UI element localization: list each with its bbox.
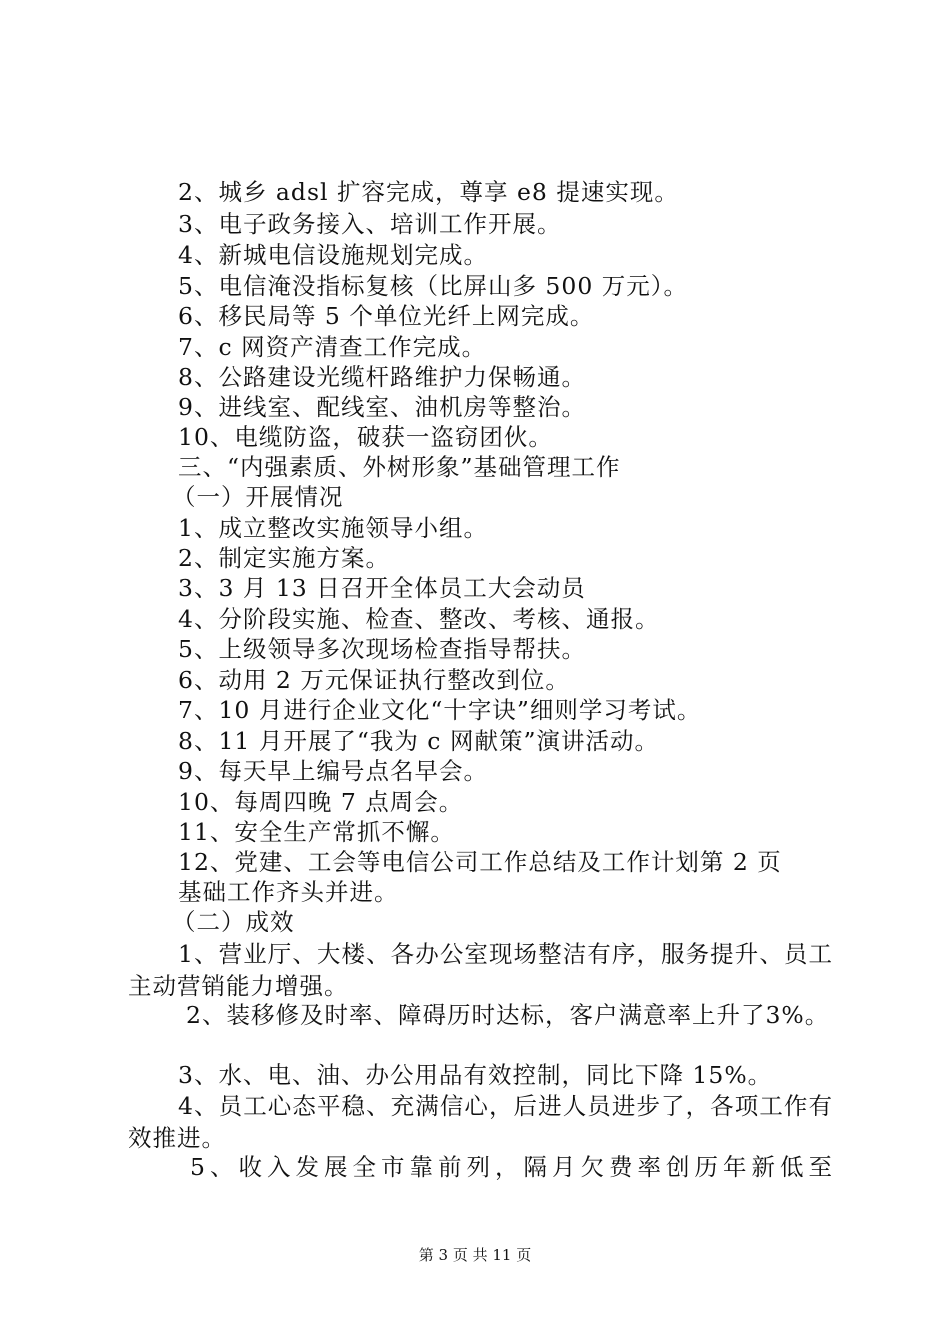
text-line: 8、11 月开展了“我为 c 网献策”演讲活动。 xyxy=(178,727,659,755)
text-line: 9、进线室、配线室、油机房等整治。 xyxy=(178,393,586,421)
text-line: 10、电缆防盗，破获一盗窃团伙。 xyxy=(178,423,553,451)
page-footer: 第 3 页 共 11 页 xyxy=(418,1246,532,1264)
text-line: 基础工作齐头并进。 xyxy=(178,878,399,906)
text-line: 8、公路建设光缆杆路维护力保畅通。 xyxy=(178,363,586,391)
subsection-heading: （二）成效 xyxy=(172,908,295,936)
paragraph: 4、员工心态平稳、充满信心，后进人员进步了，各项工作有效推进。 xyxy=(128,1092,833,1152)
paragraph: 2、装移修及时率、障碍历时达标，客户满意率上升了3%。 xyxy=(186,1001,830,1029)
text-line: 3、3 月 13 日召开全体员工大会动员 xyxy=(178,574,586,602)
paragraph: 1、营业厅、大楼、各办公室现场整洁有序，服务提升、员工主动营销能力增强。 xyxy=(128,940,833,1000)
text-line: 2、制定实施方案。 xyxy=(178,544,390,572)
text-line: 7、c 网资产清查工作完成。 xyxy=(178,333,487,361)
text-line: 6、移民局等 5 个单位光纤上网完成。 xyxy=(178,302,595,330)
subsection-heading: （一）开展情况 xyxy=(172,483,344,511)
text-line: 6、动用 2 万元保证执行整改到位。 xyxy=(178,666,570,694)
text-line: 5、上级领导多次现场检查指导帮扶。 xyxy=(178,635,586,663)
text-line: 4、新城电信设施规划完成。 xyxy=(178,241,488,269)
text-line: 10、每周四晚 7 点周会。 xyxy=(178,788,464,816)
section-heading: 三、“内强素质、外树形象”基础管理工作 xyxy=(178,453,621,481)
text-line: 4、分阶段实施、检查、整改、考核、通报。 xyxy=(178,605,660,633)
text-line: 3、电子政务接入、培训工作开展。 xyxy=(178,210,562,238)
text-line: 12、党建、工会等电信公司工作总结及工作计划第 2 页 xyxy=(178,848,782,876)
text-line: 7、10 月进行企业文化“十字诀”细则学习考试。 xyxy=(178,696,702,724)
text-line: 1、成立整改实施领导小组。 xyxy=(178,514,488,542)
paragraph: 5、收入发展全市靠前列，隔月欠费率创历年新低至 xyxy=(190,1153,837,1181)
text-line: 5、电信淹没指标复核（比屏山多 500 万元）。 xyxy=(178,272,688,300)
text-line: 11、安全生产常抓不懈。 xyxy=(178,818,455,846)
text-line: 9、每天早上编号点名早会。 xyxy=(178,757,488,785)
text-line: 2、城乡 adsl 扩容完成，尊享 e8 提速实现。 xyxy=(178,178,679,206)
paragraph: 3、水、电、油、办公用品有效控制，同比下降 15%。 xyxy=(178,1061,773,1089)
